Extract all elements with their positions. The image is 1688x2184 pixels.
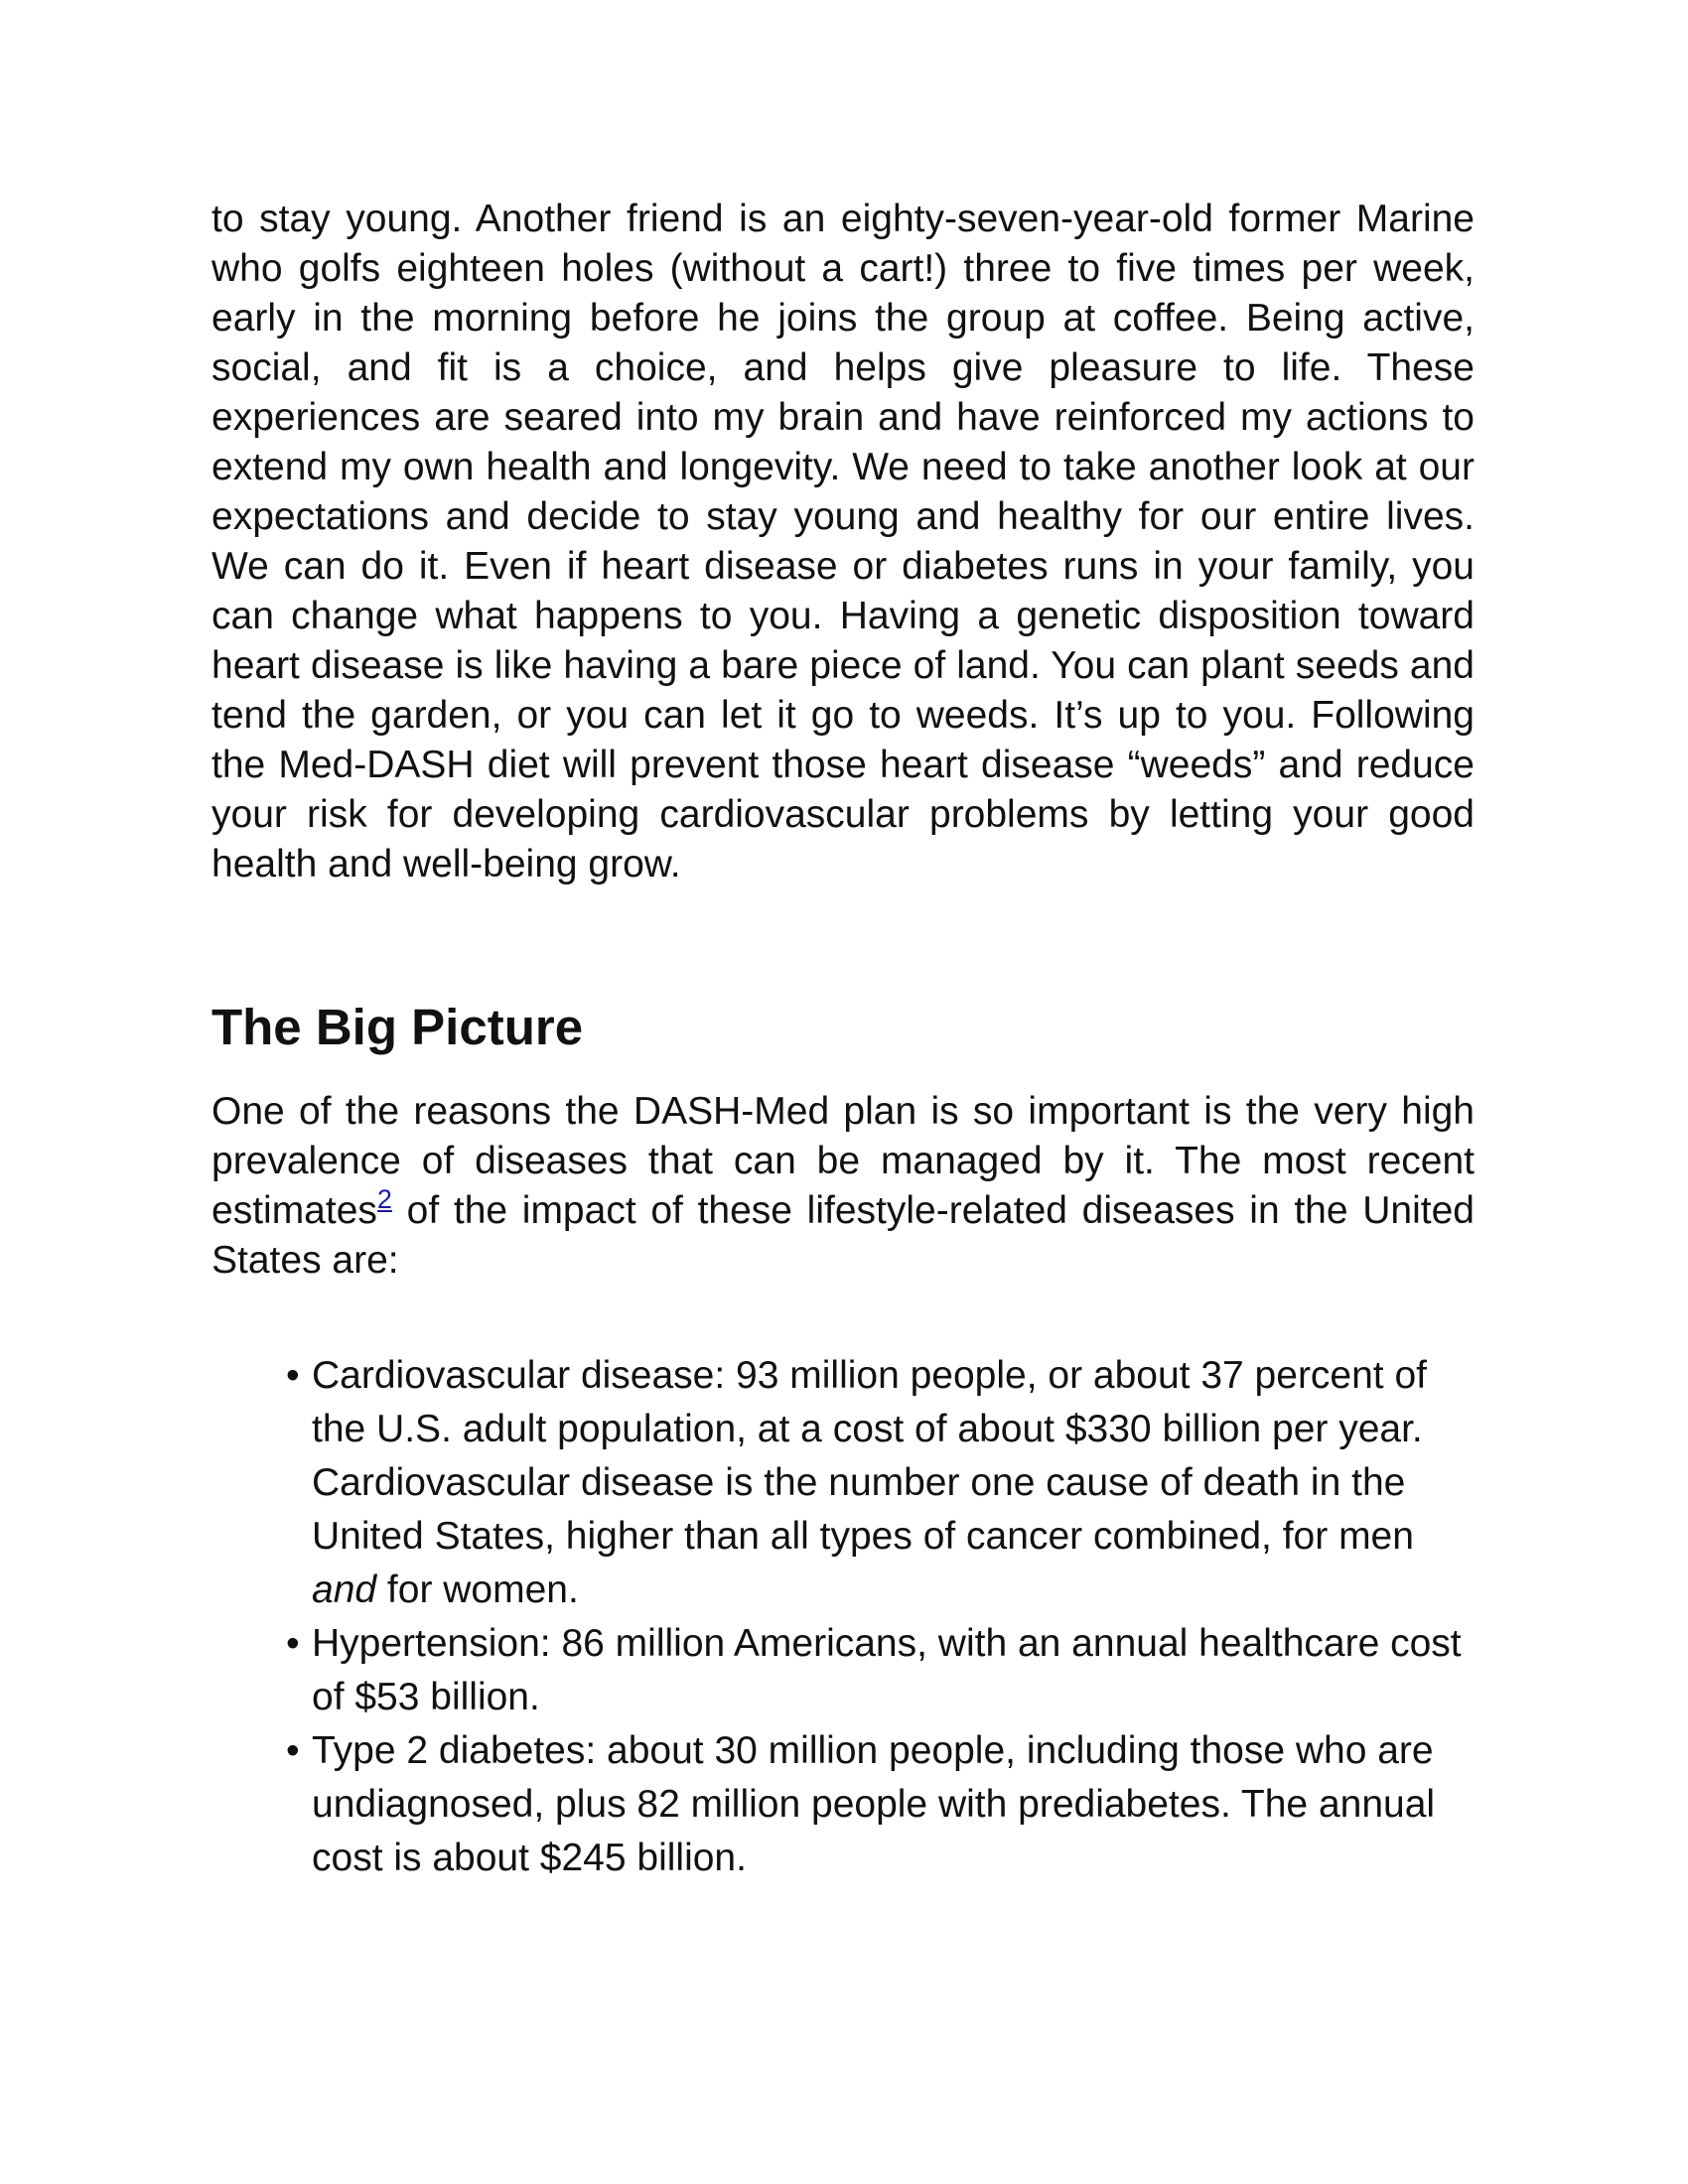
list-item-diabetes (286, 1724, 1475, 1885)
disease-list (211, 1349, 1475, 1885)
footnote-link[interactable]: 2 (376, 1184, 392, 1214)
bullet-icon: • (286, 1622, 300, 1665)
section-heading: The Big Picture (211, 999, 584, 1055)
section-paragraph-text: One of the reasons the DASH-Med plan is so important is the very high prevalence of diseases that can be managed by it. The most recent estimates (211, 1090, 1475, 1232)
emphasis-text: and (312, 1569, 377, 1611)
list-item-hypertension (286, 1617, 1475, 1724)
list-item-text: Hypertension: 86 million Americans, with an annual healthcare cost of $53 billion. (312, 1622, 1462, 1718)
page-content (211, 195, 1475, 1885)
list-item-text-end: for women. (376, 1569, 579, 1611)
list-item-cardiovascular (286, 1349, 1475, 1617)
list-item-text: Type 2 diabetes: about 30 million people, including those who are undiagnosed, plus 82 million people with prediabetes. The annual cost is about $245 billion. (312, 1729, 1436, 1879)
bullet-icon: • (286, 1354, 300, 1397)
section-paragraph-text-continued: of the impact of these lifestyle-related diseases in the United States are: (211, 1189, 1475, 1282)
list-item-text: Cardiovascular disease: 93 million people, or about 37 percent of the U.S. adult population, at a cost of about $330 billion per year. Cardiovascular disease is the number one cause of death in the United States, higher than all types of cancer combined, for men (312, 1354, 1428, 1558)
bullet-icon: • (286, 1729, 300, 1772)
intro-paragraph: to stay young. Another friend is an eighty-seven-year-old former Marine who golfs eighteen holes (without a cart!) three to five times per week, early in the morning before he joins the group at coffee. Being active, social, and fit is a choice, and helps give pleasure to life. These experiences are seared into my brain and have reinforced my actions to extend my own health and longevity. We need to take another look at our expectations and decide to stay young and healthy for our entire lives. We can do it. Even if heart disease or diabetes runs in your family, you can change what happens to you. Having a genetic disposition toward heart disease is like having a bare piece of land. You can plant seeds and tend the garden, or you can let it go to weeds. It’s up to you. Following the Med-DASH diet will prevent those heart disease “weeds” and reduce your risk for developing cardiovascular problems by letting your good health and well-being grow. (211, 198, 1475, 886)
section-paragraph (211, 1087, 1475, 1286)
